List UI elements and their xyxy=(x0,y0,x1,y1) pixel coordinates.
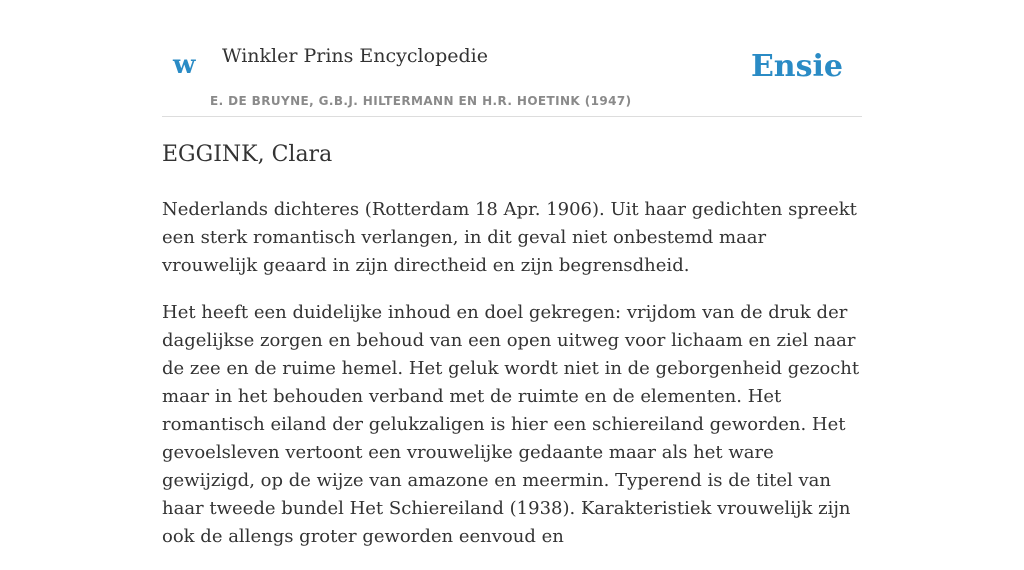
publication-title: Winkler Prins Encyclopedie xyxy=(222,45,488,67)
article-paragraph: Het heeft een duidelijke inhoud en doel gekregen: vrijdom van de druk der dagelijkse zorgen en behoud van een open uitweg voor lichaam en ziel naar de zee en de ruime hemel. Het geluk wordt niet in de geborgenheid gezocht maar in het behouden verband met de ruimte en de elementen. Het romantisch eiland der gelukzaligen is hier een schiereiland geworden. Het gevoelsleven vertoont een vrouwelijke gedaante maar als het ware gewijzigd, op de wijze van amazone en meermin. Typerend is de titel van haar tweede bundel Het Schiereiland (1938). Karakteristiek vrouwelijk zijn ook de allengs groter geworden eenvoud en xyxy=(162,302,860,547)
article xyxy=(162,138,862,570)
article-paragraph: Nederlands dichteres (Rotterdam 18 Apr. 1906). Uit haar gedichten spreekt een sterk romantisch verlangen, in dit geval niet onbestemd maar vrouwelijk geaard in zijn directheid en zijn begrensdheid. xyxy=(162,199,857,276)
publication-logo[interactable]: w xyxy=(173,50,196,80)
publication-authors: E. DE BRUYNE, G.B.J. HILTERMANN EN H.R. HOETINK (1947) xyxy=(210,94,632,108)
entry-title: EGGINK, Clara xyxy=(162,142,333,167)
brand-logo[interactable]: Ensie xyxy=(750,49,843,84)
site-header xyxy=(162,40,862,117)
